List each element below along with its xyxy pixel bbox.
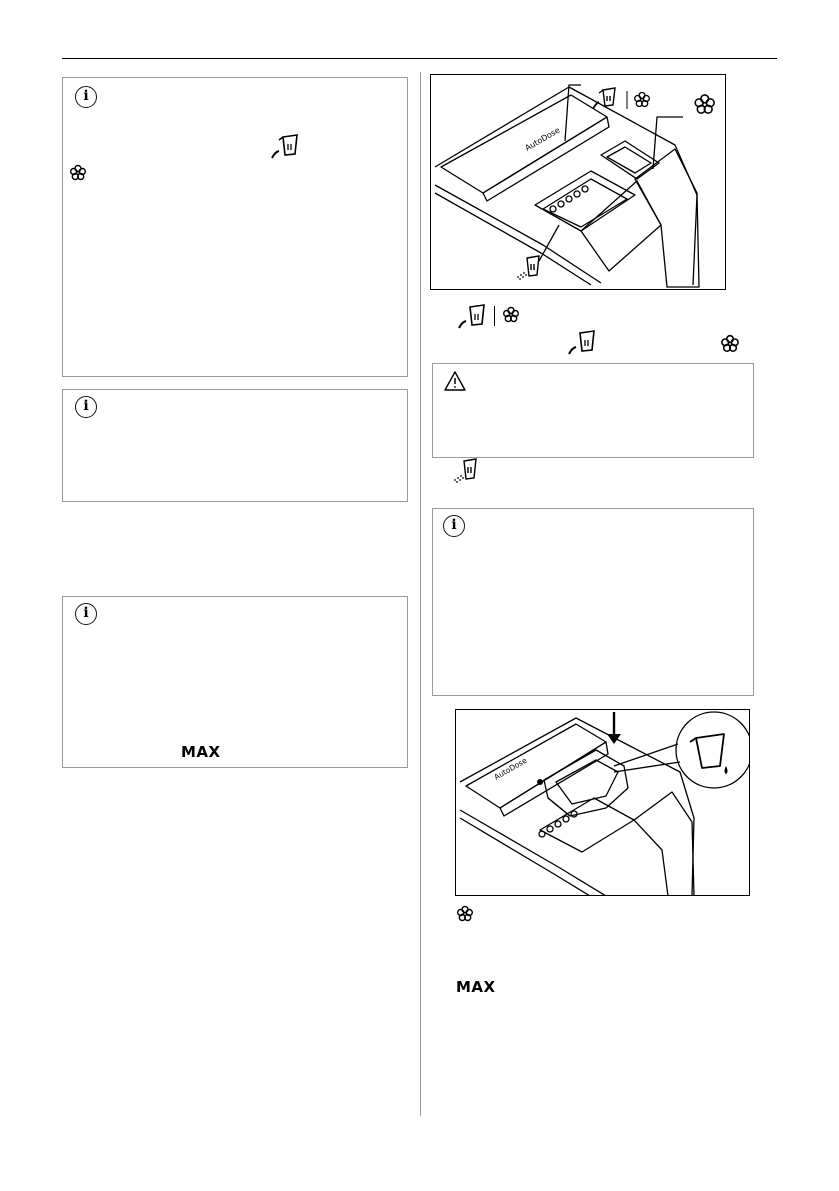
symbol-separator xyxy=(494,306,495,326)
flower-softener-icon xyxy=(502,306,520,324)
figure-brand-text: AutoDose xyxy=(523,125,562,153)
info-box-4 xyxy=(432,508,754,696)
flower-softener-icon xyxy=(456,905,474,923)
info-icon: i xyxy=(75,396,97,418)
powder-detergent-icon xyxy=(517,256,539,280)
warning-triangle-icon xyxy=(443,370,467,392)
liquid-detergent-icon xyxy=(566,330,600,356)
info-icon: i xyxy=(443,515,465,537)
flower-softener-icon xyxy=(720,334,740,354)
figure-brand-text: AutoDose xyxy=(492,755,529,782)
dispenser-drawer-figure xyxy=(430,74,726,290)
info-box-1 xyxy=(62,77,408,377)
info-icon: i xyxy=(75,86,97,108)
powder-detergent-icon xyxy=(452,458,482,484)
header-rule xyxy=(62,58,777,59)
flower-softener-icon xyxy=(69,164,87,182)
flower-softener-icon xyxy=(635,93,650,107)
info-box-2 xyxy=(62,389,408,502)
flower-softener-icon xyxy=(695,95,714,113)
max-label: MAX xyxy=(181,743,221,761)
dispenser-drawer-illustration xyxy=(431,75,726,290)
info-box-3 xyxy=(62,596,408,768)
liquid-detergent-icon xyxy=(269,134,303,160)
info-icon: i xyxy=(75,603,97,625)
softener-cup-figure xyxy=(455,709,750,896)
softener-cup-illustration xyxy=(456,710,750,896)
liquid-detergent-icon xyxy=(456,304,490,330)
insert-arrow xyxy=(607,712,621,744)
column-separator xyxy=(420,72,421,1116)
warning-box xyxy=(432,363,754,458)
liquid-cup-icon xyxy=(690,734,724,768)
max-label: MAX xyxy=(456,978,496,996)
